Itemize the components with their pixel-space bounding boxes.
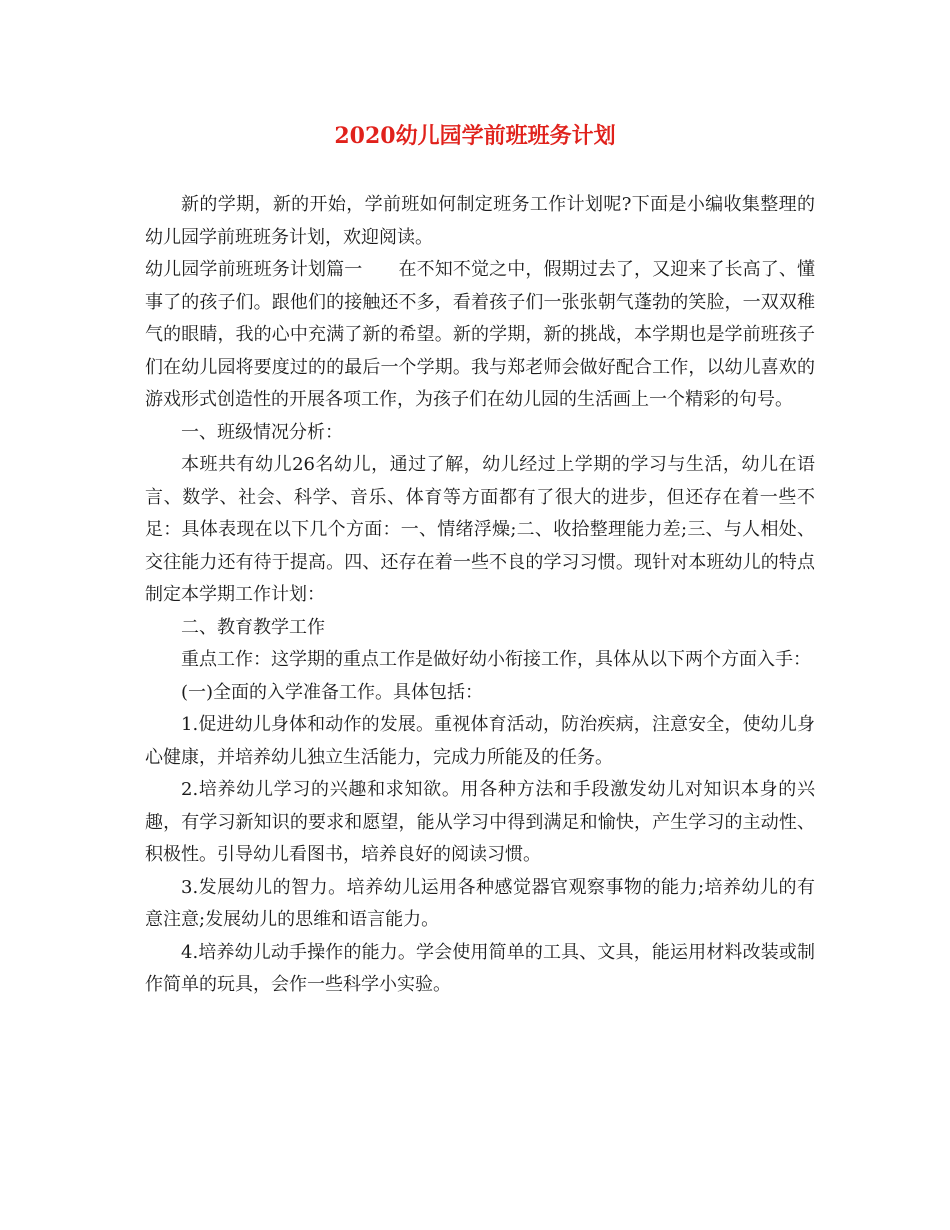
document-title: 2020幼儿园学前班班务计划 <box>334 123 616 149</box>
heading-class-analysis: 一、班级情况分析： <box>181 421 343 443</box>
paragraph-intro: 新的学期，新的开始，学前班如何制定班务工作计划呢?下面是小编收集整理的幼儿园学前班班务计划，欢迎阅读。 <box>145 194 815 248</box>
heading-school-preparation: (一)全面的入学准备工作。具体包括： <box>181 681 484 703</box>
list-item-4: 4.培养幼儿动手操作的能力。学会使用简单的工具、文具，能运用材料改装或制作简单的玩具，会作一些科学小实验。 <box>145 941 815 995</box>
paragraph-key-work: 重点工作：这学期的重点工作是做好幼小衔接工作，具体从以下两个方面入手： <box>181 649 811 670</box>
document-body <box>145 189 815 1002</box>
list-item-1: 1.促进幼儿身体和动作的发展。重视体育活动，防治疾病，注意安全，使幼儿身心健康，并培养幼儿独立生活能力，完成力所能及的任务。 <box>145 714 815 768</box>
list-item-2: 2.培养幼儿学习的兴趣和求知欲。用各种方法和手段激发幼儿对知识本身的兴趣，有学习新知识的要求和愿望，能从学习中得到满足和愉快，产生学习的主动性、积极性。引导幼儿看图书，培养良好的阅读习惯。 <box>145 779 815 865</box>
paragraph-section-one: 幼儿园学前班班务计划篇一 在不知不觉之中，假期过去了，又迎来了长高了、懂事了的孩子们。跟他们的接触还不多，看着孩子们一张张朝气蓬勃的笑脸，一双双稚气的眼睛，我的心中充满了新的希望。新的学期，新的挑战，本学期也是学前班孩子们在幼儿园将要度过的的最后一个学期。我与郑老师会做好配合工作，以幼儿喜欢的游戏形式创造性的开展各项工作，为孩子们在幼儿园的生活画上一个精彩的句号。 <box>145 259 815 410</box>
paragraph-class-analysis: 本班共有幼儿26名幼儿，通过了解，幼儿经过上学期的学习与生活，幼儿在语言、数学、社会、科学、音乐、体育等方面都有了很大的进步，但还存在着一些不足：具体表现在以下几个方面：一、情绪浮燥;二、收拾整理能力差;三、与人相处、交往能力还有待于提高。四、还存在着一些不良的学习习惯。现针对本班幼儿的特点制定本学期工作计划： <box>145 454 815 605</box>
heading-teaching-work: 二、教育教学工作 <box>181 616 325 638</box>
list-item-3: 3.发展幼儿的智力。培养幼儿运用各种感觉器官观察事物的能力;培养幼儿的有意注意;发展幼儿的思维和语言能力。 <box>145 876 815 930</box>
